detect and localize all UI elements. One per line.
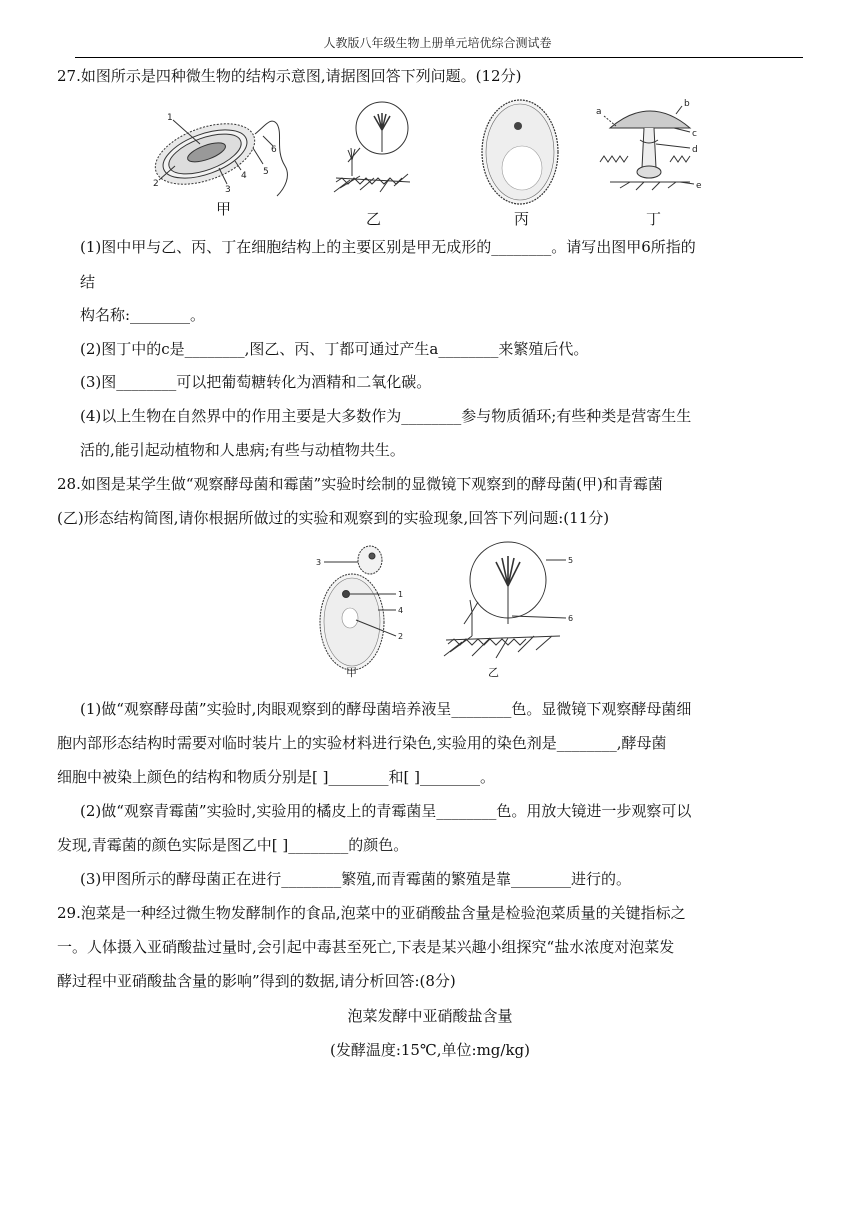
q27-line-6: (4)以上生物在自然界中的作用主要是大多数作为________参与物质循环;有些种类是营寄生生 [80,407,692,425]
q28-line-3: 细胞中被染上颜色的结构和物质分别是[ ]________和[ ]________。 [57,768,495,786]
yeast-figure-q27 [478,96,562,208]
q29-table-title: 泡菜发酵中亚硝酸盐含量 [347,1007,513,1025]
bacterium-label-1: 1 [167,113,173,123]
q27-fig-label-ding: 丁 [646,210,662,228]
q28-line-4: (2)做“观察青霉菌”实验时,实验用的橘皮上的青霉菌呈________色。用放大镜进一步观察可以 [80,802,692,820]
q28-fig-label-jia: 甲 [346,666,357,679]
yeast-label-4: 4 [398,606,404,615]
q27-line-1: (1)图中甲与乙、丙、丁在细胞结构上的主要区别是甲无成形的________。请写出图甲6所指的 [80,238,696,256]
q27-line-4: (2)图丁中的c是________,图乙、丙、丁都可通过产生a________来繁殖后代。 [80,340,589,358]
q29-line-2: 一。人体摄入亚硝酸盐过量时,会引起中毒甚至死亡,下表是某兴趣小组探究“盐水浓度对泡菜发 [57,938,675,956]
q28-line-6: (3)甲图所示的酵母菌正在进行________繁殖,而青霉菌的繁殖是靠________进行的。 [80,870,632,888]
bacterium-label-3: 3 [225,185,231,195]
q28-fig-label-yi: 乙 [488,666,499,679]
mushroom-label-b: b [684,99,690,109]
q27-line-5: (3)图________可以把葡萄糖转化为酒精和二氧化碳。 [80,373,432,391]
bacterium-label-6: 6 [271,145,277,155]
q29-line-1: 29.泡菜是一种经过微生物发酵制作的食品,泡菜中的亚硝酸盐含量是检验泡菜质量的关键指标之 [57,904,686,922]
q28-title-line-2: (乙)形态结构简图,请你根据所做过的实验和观察到的实验现象,回答下列问题:(11分) [57,509,610,527]
bacterium-label-5: 5 [263,167,269,177]
header-rule [75,57,803,58]
q28-line-5: 发现,青霉菌的颜色实际是图乙中[ ]________的颜色。 [57,836,409,854]
q29-table-subtitle: (发酵温度:15℃,单位:mg/kg) [329,1041,531,1059]
bacterium-label-4: 4 [241,171,247,181]
yeast-label-2: 2 [398,632,404,641]
penicillium-figure-q28 [442,540,582,670]
q28-line-2: 胞内部形态结构时需要对临时装片上的实验材料进行染色,实验用的染色剂是________,酵母菌 [57,734,667,752]
bacterium-label-2: 2 [153,179,159,189]
q27-fig-label-yi: 乙 [366,210,382,228]
q27-line-7: 活的,能引起动植物和人患病;有些与动植物共生。 [80,441,405,459]
q27-title: 27.如图所示是四种微生物的结构示意图,请据图回答下列问题。(12分) [57,67,522,85]
mushroom-label-a: a [596,107,602,117]
mold-label-6: 6 [568,614,574,623]
q28-line-1: (1)做“观察酵母菌”实验时,肉眼观察到的酵母菌培养液呈________色。显微镜下观察酵母菌细 [80,700,692,718]
q27-fig-label-bing: 丙 [514,210,530,228]
q28-title-line-1: 28.如图是某学生做“观察酵母菌和霉菌”实验时绘制的显微镜下观察到的酵母菌(甲)和青霉菌 [57,475,663,493]
penicillium-figure [330,100,420,200]
q27-line-2: 结 [80,273,96,291]
yeast-budding-figure [316,540,416,678]
page-header: 人教版八年级生物上册单元培优综合测试卷 [323,36,552,50]
yeast-label-3: 3 [316,558,322,567]
mushroom-label-e: e [696,181,702,191]
mushroom-label-c: c [692,129,697,139]
mold-label-5: 5 [568,556,574,565]
yeast-label-1: 1 [398,590,404,599]
q29-line-3: 酵过程中亚硝酸盐含量的影响”得到的数据,请分析回答:(8分) [57,972,456,990]
q27-fig-label-jia: 甲 [216,200,232,218]
q27-line-3: 构名称:________。 [80,306,206,324]
mushroom-label-d: d [692,145,698,155]
mushroom-figure [590,98,710,198]
